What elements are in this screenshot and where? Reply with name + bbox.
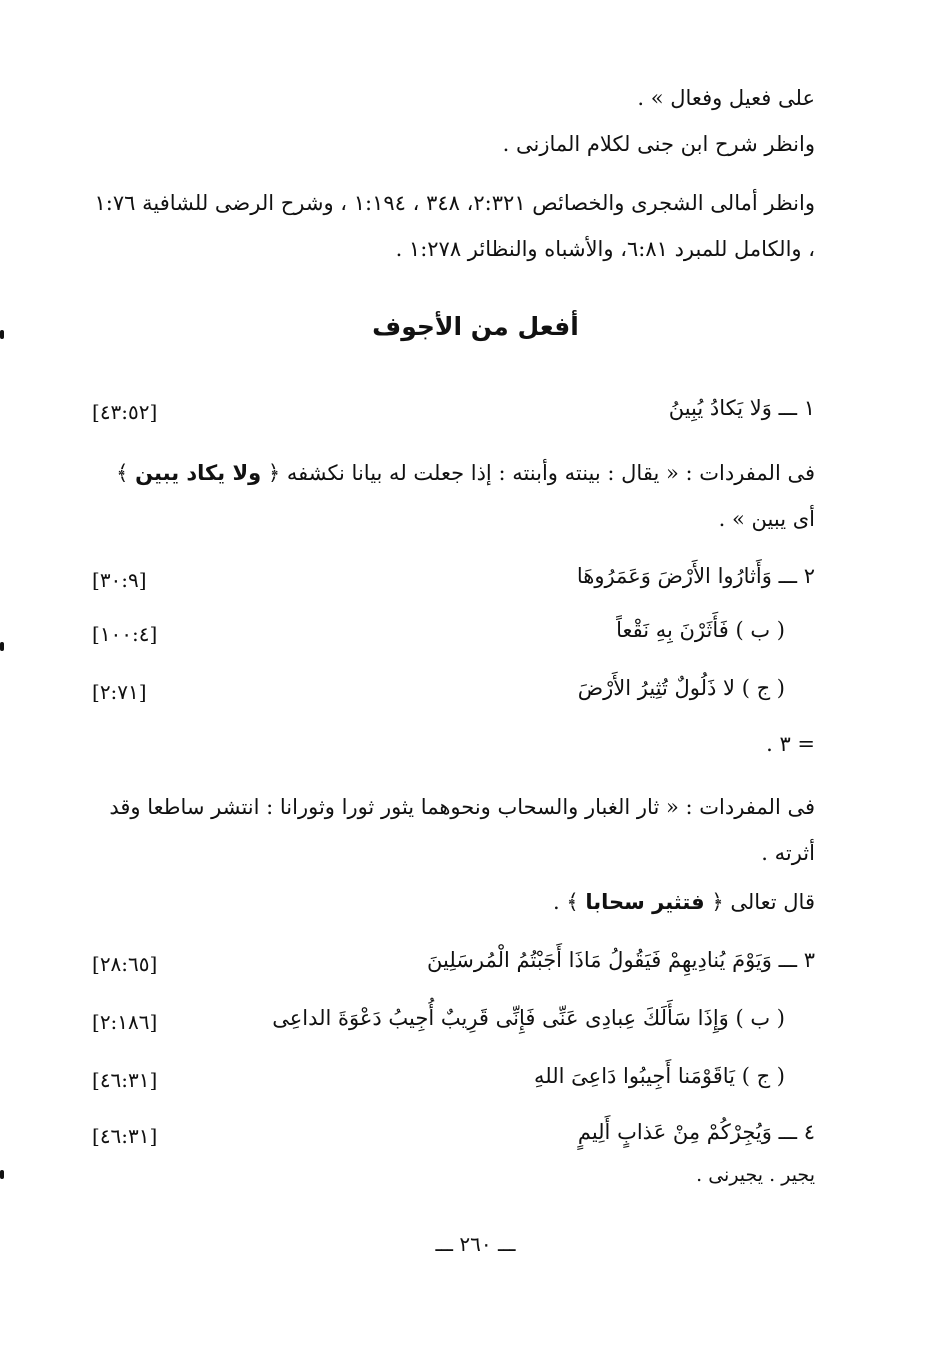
entry-3-ref: [٢٨:٦٥] (92, 952, 158, 976)
scan-edge-mark (0, 1170, 4, 1179)
intro-line-2: وانظر شرح ابن جنى لكلام المازنى . (502, 132, 815, 156)
references-paragraph: وانظر أمالى الشجرى والخصائص ٢:٣٢١، ٣٤٨ ، ١:١٩٤ ، وشرح الرضى للشافية ١:٧٦ ، والكامل للمبرد ٦:٨١، والأشباه والنظائر ١:٢٧٨ . (94, 191, 815, 261)
page-number: ـــ ٢٦٠ ـــ (435, 1232, 516, 1256)
entry-3-b-verse: ( ب ) وَإِذَا سَأَلَكَ عِبادِى عَنِّى فَإِنِّى قَرِيبٌ أُجِيبُ دَعْوَةَ الداعِى (272, 1006, 785, 1030)
entry-2-verse: ٢ ـــ وَأَثارُوا الأَرْضَ وَعَمَرُوهَا (576, 564, 815, 588)
entry-1-verse: ١ ـــ وَلا يَكادُ يُبِينُ (668, 396, 815, 420)
entry-2-ref: [٣٠:٩] (92, 568, 147, 592)
scan-edge-mark (0, 330, 4, 339)
entry-1-note-text-b: ﴾ أى يبين » . (116, 461, 815, 531)
entry-2-qala-text-b: ﴾ . (553, 890, 579, 914)
entry-2-c-ref: [٢:٧١] (92, 680, 147, 704)
entry-4-verse: ٤ ـــ وَيُجِرْكُمْ مِنْ عَذابٍ أَلِيمٍ (577, 1120, 815, 1144)
entry-1-ref: [٤٣:٥٢] (92, 400, 158, 424)
entry-2-c-verse: ( ج ) لا ذَلُولٌ تُثِيرُ الأَرْضَ (577, 676, 785, 700)
intro-line-1: على فعيل وفعال » . (637, 86, 815, 110)
entry-2-equals: = ٣ . (766, 732, 815, 756)
entry-2-qala (553, 890, 815, 914)
entry-1-note-quote: ولا يكاد يبين (135, 461, 262, 485)
section-heading: أفعل من الأجوف (372, 312, 579, 341)
entry-2-qala-quote: فتثير سحابا (585, 890, 705, 914)
entry-3-c-ref: [٤٦:٣١] (92, 1068, 158, 1092)
entry-2-note: فى المفردات : « ثار الغبار والسحاب ونحوهما يثور ثورا وثورانا : انتشر ساطعا وقد أثرته . (109, 795, 815, 865)
entry-2-b-ref: [١٠٠:٤] (92, 622, 158, 646)
entry-4-ref: [٤٦:٣١] (92, 1124, 158, 1148)
entry-1-note-text-a: فى المفردات : « يقال : بينته وأبنته : إذا جعلت له بيانا نكشفه ﴿ (267, 461, 815, 485)
entry-2-qala-text-a: قال تعالى ﴿ (711, 890, 815, 914)
scan-edge-mark (0, 642, 4, 651)
entry-2-b-verse: ( ب ) فَأَثَرْنَ بِهِ نَقْعاً (616, 618, 785, 642)
entry-4-note: يجير . يجيرنى . (696, 1164, 815, 1186)
entry-3-b-ref: [٢:١٨٦] (92, 1010, 158, 1034)
entry-3-verse: ٣ ـــ وَيَوْمَ يُنادِيهِمْ فَيَقُولُ مَاذَا أَجَبْتُمُ الْمُرسَلِينَ (427, 948, 815, 972)
entry-3-c-verse: ( ج ) يَاقَوْمَنا أَجِيبُوا دَاعِىَ اللهِ (534, 1064, 785, 1088)
entry-1-note (90, 450, 815, 542)
